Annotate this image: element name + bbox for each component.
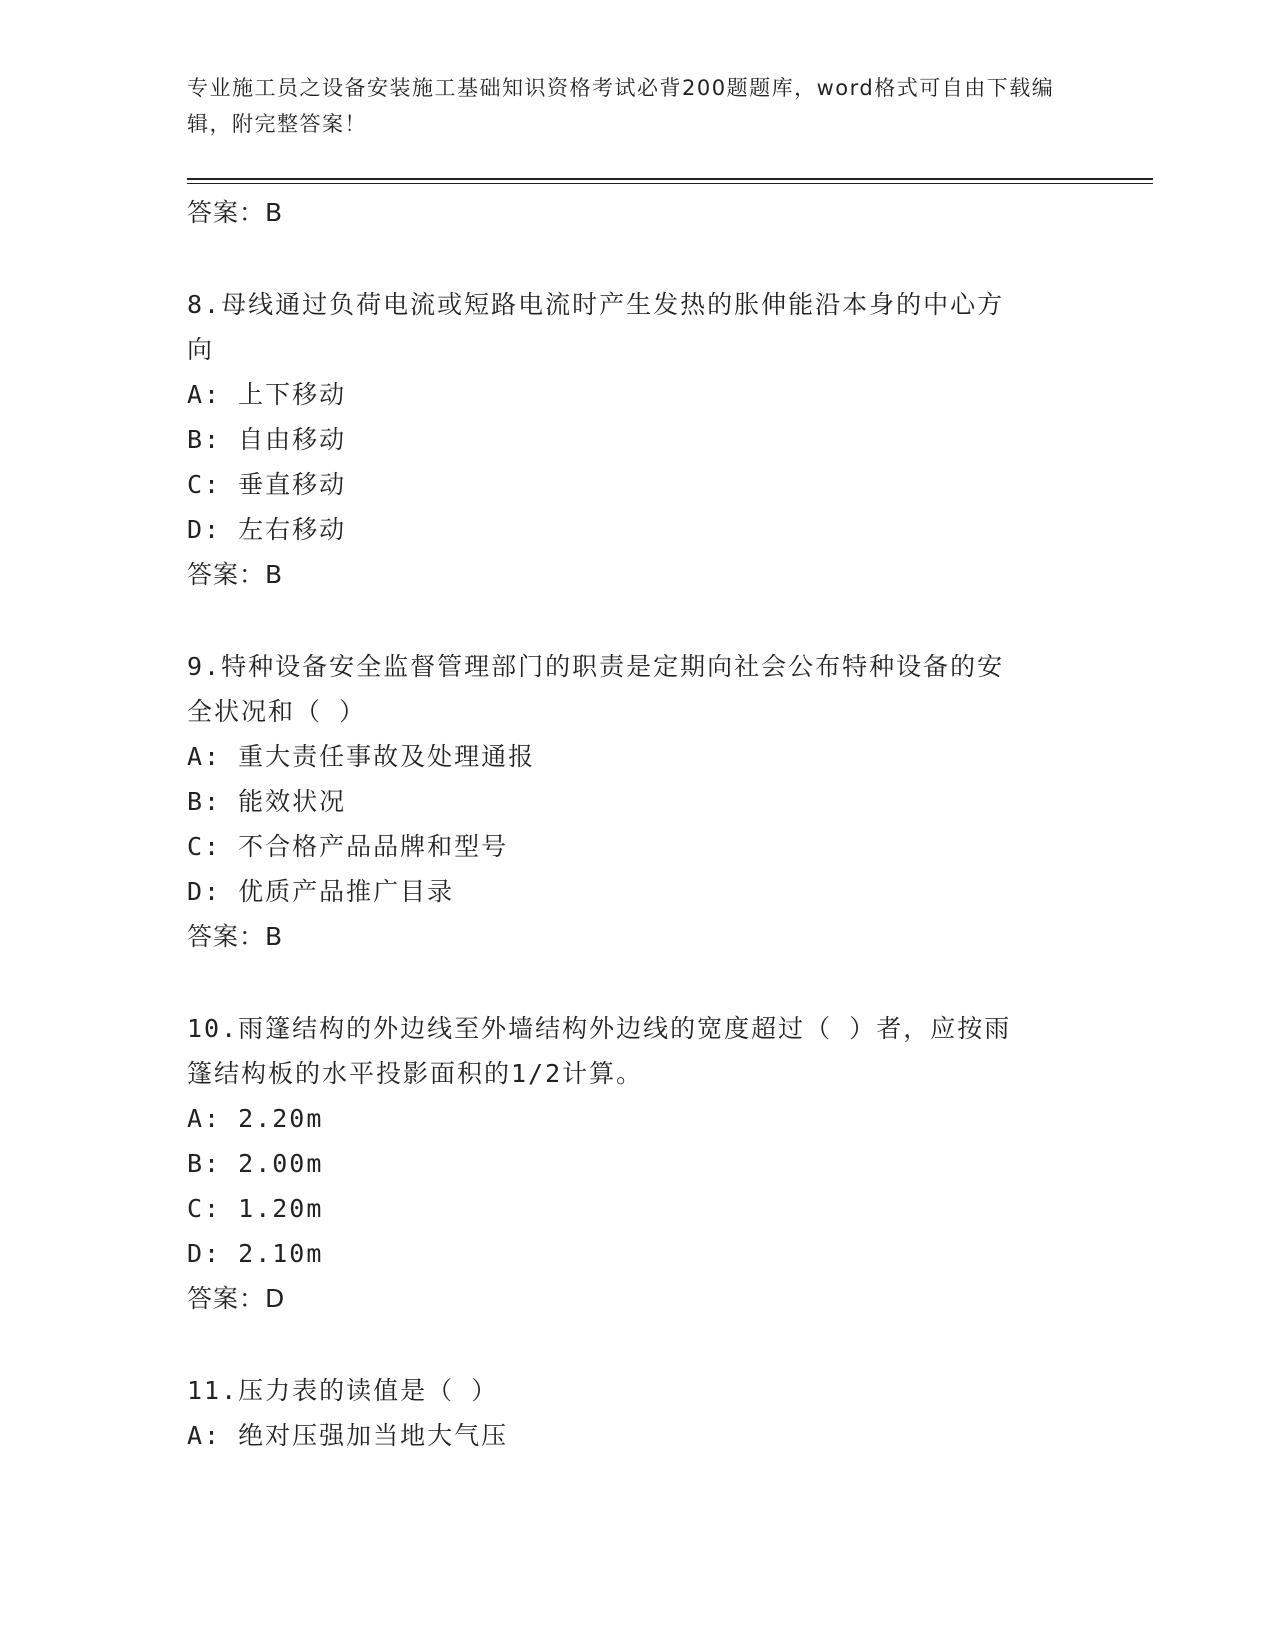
option-a: A: 重大责任事故及处理通报 (187, 742, 536, 771)
option-c: C: 垂直移动 (187, 470, 347, 499)
question-text-cont: 全状况和（ ） (187, 697, 367, 726)
answer-label: 答案：B (187, 560, 284, 589)
question-text: 9.特种设备安全监督管理部门的职责是定期向社会公布特种设备的安 (187, 652, 1005, 681)
question-text: 11.压力表的读值是（ ） (187, 1376, 499, 1405)
page-header: 专业施工员之设备安装施工基础知识资格考试必背200题题库，word格式可自由下载编辑，附完整答案！ (187, 76, 1055, 136)
question-item (187, 644, 1067, 959)
option-a: A: 绝对压强加当地大气压 (187, 1421, 509, 1450)
option-b: B: 自由移动 (187, 425, 347, 454)
question-item (187, 282, 1067, 597)
answer-label: 答案：D (187, 1284, 286, 1313)
option-d: D: 2.10m (187, 1239, 324, 1268)
option-a: A: 上下移动 (187, 380, 347, 409)
header-rule-thick (187, 178, 1153, 180)
option-d: D: 左右移动 (187, 515, 347, 544)
option-b: B: 能效状况 (187, 787, 347, 816)
option-a: A: 2.20m (187, 1104, 324, 1133)
question-text: 10.雨篷结构的外边线至外墙结构外边线的宽度超过（ ）者，应按雨 (187, 1014, 1012, 1043)
question-text-cont: 向 (187, 335, 215, 364)
answer-label: 答案：B (187, 198, 284, 227)
question-item (187, 1368, 1067, 1458)
question-text: 8.母线通过负荷电流或短路电流时产生发热的胀伸能沿本身的中心方 (187, 290, 1005, 319)
question-text-cont: 篷结构板的水平投影面积的1/2计算。 (187, 1059, 644, 1088)
option-c: C: 不合格产品品牌和型号 (187, 832, 509, 861)
question-item (187, 1006, 1067, 1321)
answer-label: 答案：B (187, 922, 284, 951)
option-c: C: 1.20m (187, 1194, 324, 1223)
question-list (187, 190, 1067, 1458)
option-d: D: 优质产品推广目录 (187, 877, 455, 906)
option-b: B: 2.00m (187, 1149, 324, 1178)
header-rule-thin (187, 183, 1153, 184)
